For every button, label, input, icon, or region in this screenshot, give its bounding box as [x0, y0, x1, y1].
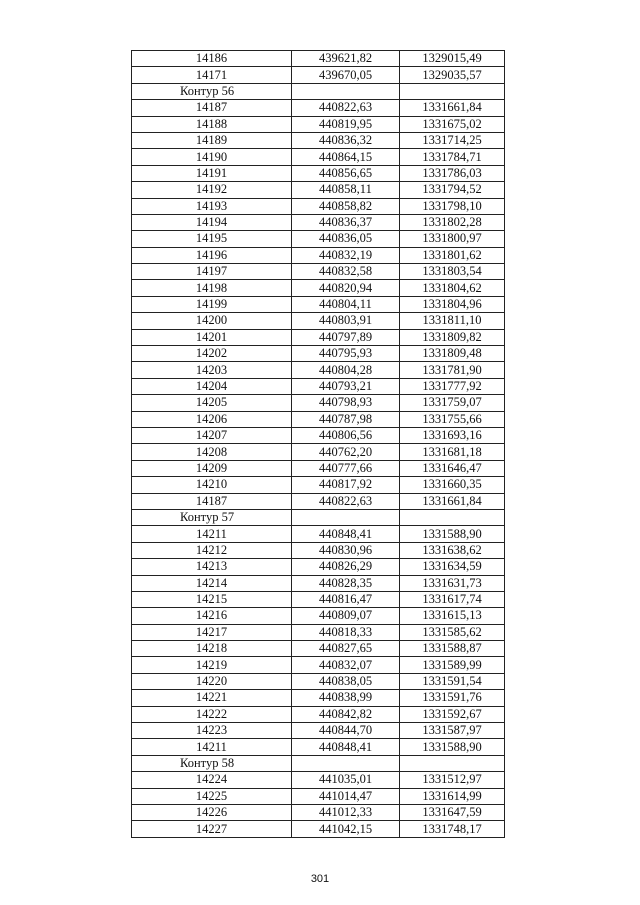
table-row: [132, 542, 505, 558]
x-coordinate-cell: 440836,37: [292, 214, 400, 230]
y-coordinate-cell: 1331681,18: [400, 444, 505, 460]
table-row: [132, 772, 505, 788]
table-row: [132, 280, 505, 296]
x-coordinate-cell: 440838,99: [292, 690, 400, 706]
table-row: [132, 624, 505, 640]
point-number-cell: 14204: [132, 378, 292, 394]
point-number-cell: 14201: [132, 329, 292, 345]
x-coordinate-cell: 440804,11: [292, 296, 400, 312]
point-number-cell: 14224: [132, 772, 292, 788]
x-coordinate-cell: 440830,96: [292, 542, 400, 558]
point-number-cell: 14188: [132, 116, 292, 132]
x-coordinate-cell: 440806,56: [292, 427, 400, 443]
table-row: [132, 591, 505, 607]
coordinates-table-body: [132, 51, 505, 838]
table-row: [132, 149, 505, 165]
empty-cell: [400, 509, 505, 525]
y-coordinate-cell: 1331617,74: [400, 591, 505, 607]
x-coordinate-cell: 440787,98: [292, 411, 400, 427]
table-row: [132, 182, 505, 198]
x-coordinate-cell: 440817,92: [292, 477, 400, 493]
point-number-cell: 14206: [132, 411, 292, 427]
point-number-cell: 14187: [132, 493, 292, 509]
y-coordinate-cell: 1329035,57: [400, 67, 505, 83]
point-number-cell: 14197: [132, 264, 292, 280]
point-number-cell: 14218: [132, 641, 292, 657]
y-coordinate-cell: 1331661,84: [400, 100, 505, 116]
table-row: [132, 477, 505, 493]
point-number-cell: 14187: [132, 100, 292, 116]
point-number-cell: 14191: [132, 165, 292, 181]
table-row: [132, 165, 505, 181]
table-row: [132, 821, 505, 837]
empty-cell: [400, 83, 505, 99]
table-row: [132, 67, 505, 83]
x-coordinate-cell: 440836,05: [292, 231, 400, 247]
table-row: [132, 198, 505, 214]
x-coordinate-cell: 440826,29: [292, 559, 400, 575]
table-row: [132, 296, 505, 312]
coordinates-table: [131, 50, 505, 838]
page-number: 301: [310, 873, 330, 885]
x-coordinate-cell: 440822,63: [292, 493, 400, 509]
point-number-cell: 14195: [132, 231, 292, 247]
x-coordinate-cell: 440832,19: [292, 247, 400, 263]
table-row: [132, 641, 505, 657]
x-coordinate-cell: 440816,47: [292, 591, 400, 607]
table-row: [132, 264, 505, 280]
empty-cell: [292, 509, 400, 525]
y-coordinate-cell: 1331811,10: [400, 313, 505, 329]
point-number-cell: 14171: [132, 67, 292, 83]
x-coordinate-cell: 441035,01: [292, 772, 400, 788]
y-coordinate-cell: 1331809,82: [400, 329, 505, 345]
x-coordinate-cell: 440762,20: [292, 444, 400, 460]
y-coordinate-cell: 1331693,16: [400, 427, 505, 443]
x-coordinate-cell: 440828,35: [292, 575, 400, 591]
x-coordinate-cell: 440803,91: [292, 313, 400, 329]
x-coordinate-cell: 441012,33: [292, 804, 400, 820]
table-row: [132, 214, 505, 230]
y-coordinate-cell: 1331784,71: [400, 149, 505, 165]
table-row: [132, 100, 505, 116]
point-number-cell: 14213: [132, 559, 292, 575]
y-coordinate-cell: 1331804,62: [400, 280, 505, 296]
y-coordinate-cell: 1331777,92: [400, 378, 505, 394]
point-number-cell: 14215: [132, 591, 292, 607]
contour-header-row: [132, 755, 505, 771]
x-coordinate-cell: 440836,32: [292, 132, 400, 148]
point-number-cell: 14190: [132, 149, 292, 165]
table-row: [132, 247, 505, 263]
empty-cell: [400, 755, 505, 771]
y-coordinate-cell: 1331661,84: [400, 493, 505, 509]
point-number-cell: 14209: [132, 460, 292, 476]
y-coordinate-cell: 1331786,03: [400, 165, 505, 181]
table-row: [132, 346, 505, 362]
y-coordinate-cell: 1331588,87: [400, 641, 505, 657]
y-coordinate-cell: 1331794,52: [400, 182, 505, 198]
x-coordinate-cell: 439621,82: [292, 51, 400, 67]
point-number-cell: 14220: [132, 673, 292, 689]
x-coordinate-cell: 439670,05: [292, 67, 400, 83]
y-coordinate-cell: 1331802,28: [400, 214, 505, 230]
point-number-cell: 14211: [132, 739, 292, 755]
y-coordinate-cell: 1331647,59: [400, 804, 505, 820]
table-row: [132, 804, 505, 820]
point-number-cell: 14198: [132, 280, 292, 296]
y-coordinate-cell: 1331588,90: [400, 526, 505, 542]
point-number-cell: 14210: [132, 477, 292, 493]
y-coordinate-cell: 1331591,76: [400, 690, 505, 706]
x-coordinate-cell: 440820,94: [292, 280, 400, 296]
table-row: [132, 231, 505, 247]
y-coordinate-cell: 1331660,35: [400, 477, 505, 493]
y-coordinate-cell: 1331587,97: [400, 723, 505, 739]
table-row: [132, 657, 505, 673]
y-coordinate-cell: 1331592,67: [400, 706, 505, 722]
table-row: [132, 608, 505, 624]
x-coordinate-cell: 440795,93: [292, 346, 400, 362]
point-number-cell: 14200: [132, 313, 292, 329]
x-coordinate-cell: 440858,82: [292, 198, 400, 214]
table-row: [132, 116, 505, 132]
y-coordinate-cell: 1331809,48: [400, 346, 505, 362]
y-coordinate-cell: 1331591,54: [400, 673, 505, 689]
point-number-cell: 14221: [132, 690, 292, 706]
table-row: [132, 559, 505, 575]
table-row: [132, 723, 505, 739]
table-row: [132, 329, 505, 345]
x-coordinate-cell: 440858,11: [292, 182, 400, 198]
x-coordinate-cell: 440848,41: [292, 739, 400, 755]
table-row: [132, 313, 505, 329]
point-number-cell: 14193: [132, 198, 292, 214]
empty-cell: [292, 83, 400, 99]
coordinates-table-container: [131, 50, 504, 838]
y-coordinate-cell: 1331512,97: [400, 772, 505, 788]
table-row: [132, 411, 505, 427]
point-number-cell: 14202: [132, 346, 292, 362]
point-number-cell: 14212: [132, 542, 292, 558]
table-row: [132, 690, 505, 706]
x-coordinate-cell: 440798,93: [292, 395, 400, 411]
x-coordinate-cell: 440848,41: [292, 526, 400, 542]
y-coordinate-cell: 1331631,73: [400, 575, 505, 591]
table-row: [132, 51, 505, 67]
point-number-cell: 14219: [132, 657, 292, 673]
table-row: [132, 788, 505, 804]
table-row: [132, 362, 505, 378]
point-number-cell: 14222: [132, 706, 292, 722]
table-row: [132, 395, 505, 411]
point-number-cell: 14196: [132, 247, 292, 263]
table-row: [132, 739, 505, 755]
point-number-cell: 14225: [132, 788, 292, 804]
y-coordinate-cell: 1329015,49: [400, 51, 505, 67]
y-coordinate-cell: 1331755,66: [400, 411, 505, 427]
y-coordinate-cell: 1331759,07: [400, 395, 505, 411]
table-row: [132, 575, 505, 591]
y-coordinate-cell: 1331801,62: [400, 247, 505, 263]
x-coordinate-cell: 440827,65: [292, 641, 400, 657]
point-number-cell: 14192: [132, 182, 292, 198]
x-coordinate-cell: 440832,58: [292, 264, 400, 280]
y-coordinate-cell: 1331588,90: [400, 739, 505, 755]
y-coordinate-cell: 1331781,90: [400, 362, 505, 378]
point-number-cell: 14199: [132, 296, 292, 312]
y-coordinate-cell: 1331638,62: [400, 542, 505, 558]
x-coordinate-cell: 440777,66: [292, 460, 400, 476]
y-coordinate-cell: 1331585,62: [400, 624, 505, 640]
y-coordinate-cell: 1331614,99: [400, 788, 505, 804]
x-coordinate-cell: 440864,15: [292, 149, 400, 165]
x-coordinate-cell: 440797,89: [292, 329, 400, 345]
point-number-cell: 14217: [132, 624, 292, 640]
point-number-cell: 14214: [132, 575, 292, 591]
x-coordinate-cell: 440819,95: [292, 116, 400, 132]
x-coordinate-cell: 440822,63: [292, 100, 400, 116]
contour-header-row: [132, 83, 505, 99]
x-coordinate-cell: 440856,65: [292, 165, 400, 181]
point-number-cell: 14194: [132, 214, 292, 230]
y-coordinate-cell: 1331675,02: [400, 116, 505, 132]
point-number-cell: 14205: [132, 395, 292, 411]
y-coordinate-cell: 1331615,13: [400, 608, 505, 624]
x-coordinate-cell: 440832,07: [292, 657, 400, 673]
x-coordinate-cell: 440838,05: [292, 673, 400, 689]
table-row: [132, 706, 505, 722]
x-coordinate-cell: 441014,47: [292, 788, 400, 804]
point-number-cell: 14223: [132, 723, 292, 739]
x-coordinate-cell: 440809,07: [292, 608, 400, 624]
contour-label: Контур 57: [132, 509, 292, 525]
point-number-cell: 14211: [132, 526, 292, 542]
y-coordinate-cell: 1331589,99: [400, 657, 505, 673]
y-coordinate-cell: 1331800,97: [400, 231, 505, 247]
y-coordinate-cell: 1331748,17: [400, 821, 505, 837]
contour-label: Контур 58: [132, 755, 292, 771]
table-row: [132, 444, 505, 460]
point-number-cell: 14226: [132, 804, 292, 820]
y-coordinate-cell: 1331798,10: [400, 198, 505, 214]
x-coordinate-cell: 440804,28: [292, 362, 400, 378]
table-row: [132, 460, 505, 476]
table-row: [132, 427, 505, 443]
table-row: [132, 378, 505, 394]
y-coordinate-cell: 1331646,47: [400, 460, 505, 476]
contour-label: Контур 56: [132, 83, 292, 99]
x-coordinate-cell: 440842,82: [292, 706, 400, 722]
point-number-cell: 14227: [132, 821, 292, 837]
contour-header-row: [132, 509, 505, 525]
point-number-cell: 14186: [132, 51, 292, 67]
point-number-cell: 14203: [132, 362, 292, 378]
x-coordinate-cell: 441042,15: [292, 821, 400, 837]
point-number-cell: 14208: [132, 444, 292, 460]
point-number-cell: 14216: [132, 608, 292, 624]
table-row: [132, 526, 505, 542]
table-row: [132, 493, 505, 509]
point-number-cell: 14189: [132, 132, 292, 148]
x-coordinate-cell: 440793,21: [292, 378, 400, 394]
x-coordinate-cell: 440818,33: [292, 624, 400, 640]
y-coordinate-cell: 1331804,96: [400, 296, 505, 312]
y-coordinate-cell: 1331803,54: [400, 264, 505, 280]
x-coordinate-cell: 440844,70: [292, 723, 400, 739]
point-number-cell: 14207: [132, 427, 292, 443]
table-row: [132, 673, 505, 689]
table-row: [132, 132, 505, 148]
y-coordinate-cell: 1331714,25: [400, 132, 505, 148]
empty-cell: [292, 755, 400, 771]
y-coordinate-cell: 1331634,59: [400, 559, 505, 575]
